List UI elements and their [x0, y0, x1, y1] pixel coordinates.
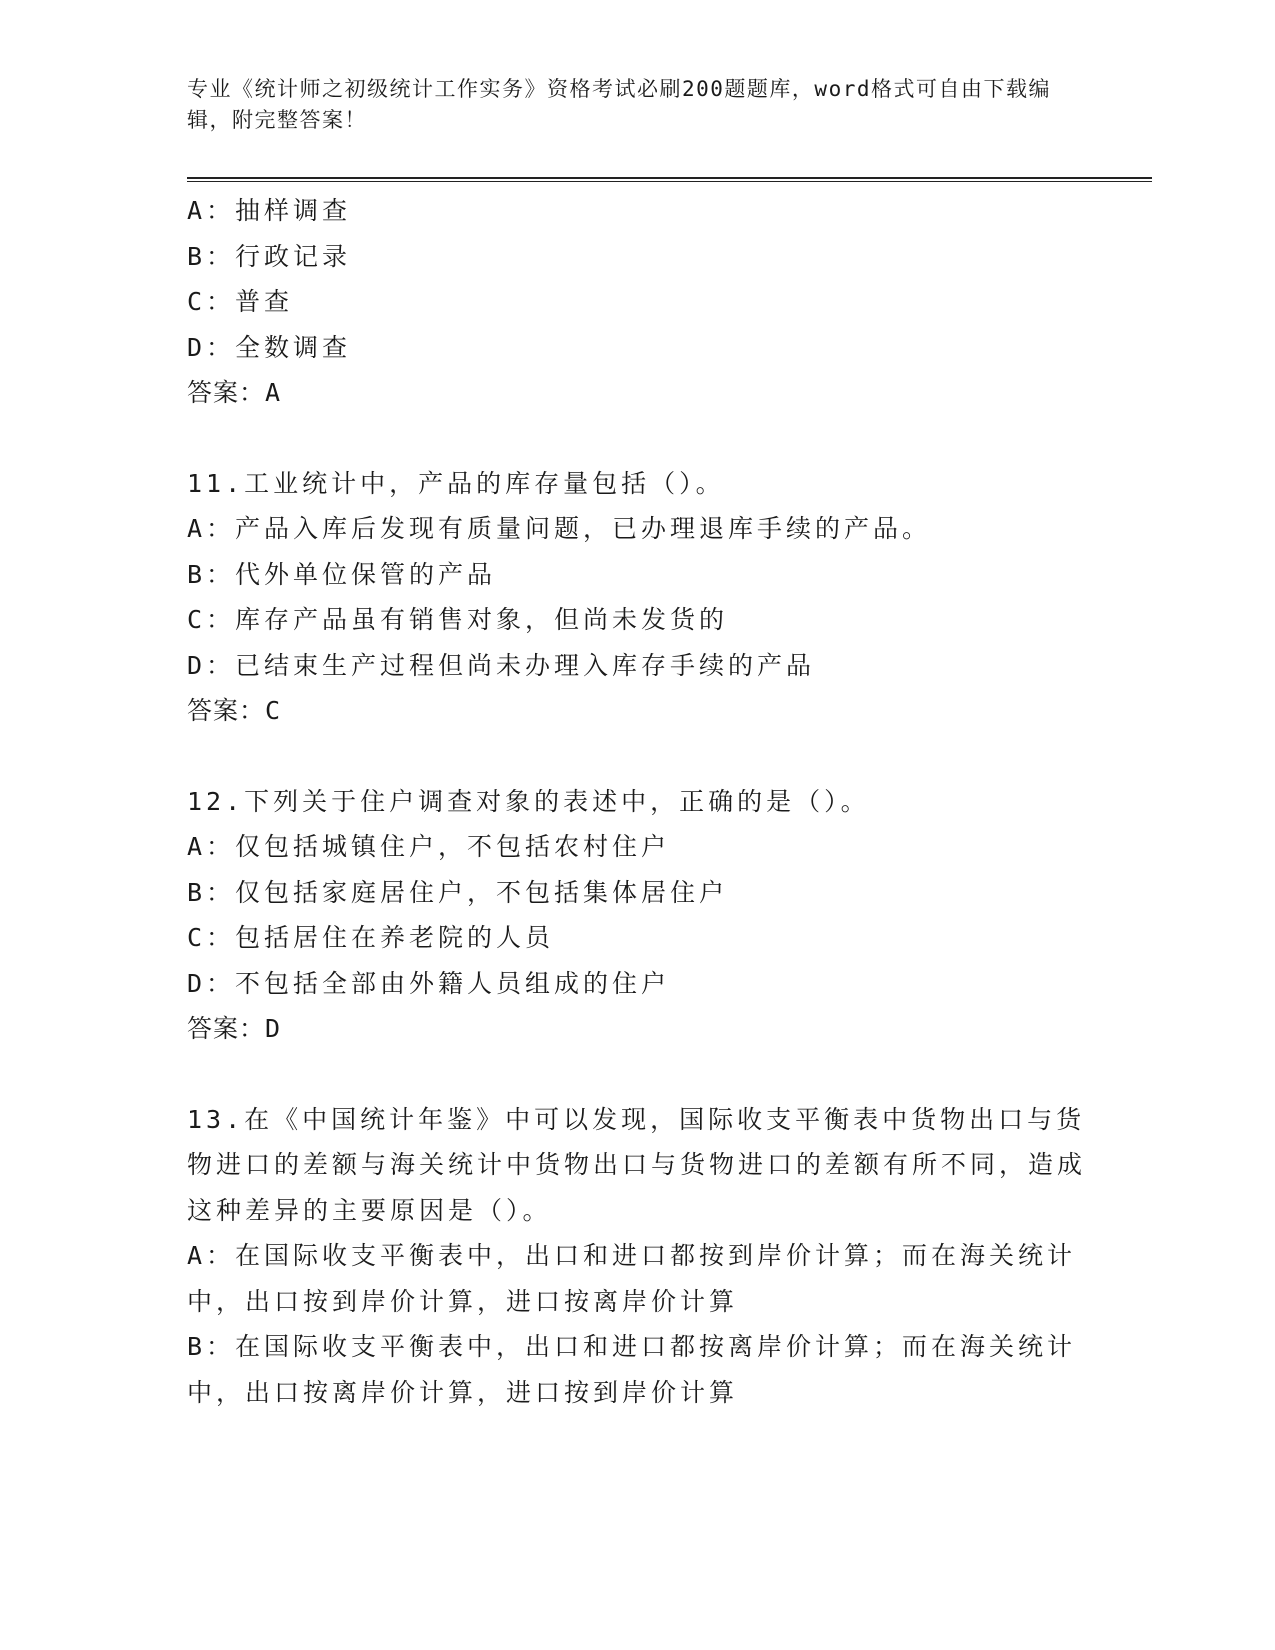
question-content: [187, 188, 1087, 1415]
option-d: D：不包括全部由外籍人员组成的住户: [187, 968, 671, 998]
option-a: A：抽样调查: [187, 196, 352, 225]
option-a: A：仅包括城镇住户，不包括农村住户: [187, 832, 671, 861]
spacer: [187, 416, 1087, 461]
question-13-block: [187, 1097, 1087, 1416]
option-c: C：库存产品虽有销售对象，但尚未发货的: [187, 605, 729, 634]
document-header: 专业《统计师之初级统计工作实务》资格考试必刷200题题库，word格式可自由下载编辑，附完整答案！: [187, 77, 1051, 132]
question-11-block: [187, 461, 1087, 734]
spacer: [187, 1052, 1087, 1097]
option-a: A：在国际收支平衡表中，出口和进口都按到岸价计算；而在海关统计中，出口按到岸价计算，进口按离岸价计算: [187, 1241, 1077, 1316]
answer-line: 答案：A: [187, 378, 282, 407]
option-a: A：产品入库后发现有质量问题，已办理退库手续的产品。: [187, 514, 932, 543]
option-d: D：全数调查: [187, 332, 352, 362]
spacer: [187, 734, 1087, 779]
option-c: C：包括居住在养老院的人员: [187, 923, 555, 952]
header-divider: [187, 177, 1152, 182]
answer-line: 答案：C: [187, 696, 282, 725]
option-b: B：在国际收支平衡表中，出口和进口都按离岸价计算；而在海关统计中，出口按离岸价计算，进口按到岸价计算: [187, 1332, 1077, 1407]
question-text: 11.工业统计中，产品的库存量包括（）。: [187, 468, 725, 498]
option-c: C：普查: [187, 287, 294, 316]
question-text: 13.在《中国统计年鉴》中可以发现，国际收支平衡表中货物出口与货物进口的差额与海关统计中货物出口与货物进口的差额有所不同，造成这种差异的主要原因是（）。: [187, 1104, 1087, 1225]
question-12-block: [187, 779, 1087, 1052]
option-b: B：代外单位保管的产品: [187, 559, 497, 589]
option-b: B：行政记录: [187, 241, 352, 271]
question-text: 12.下列关于住户调查对象的表述中，正确的是（）。: [187, 786, 870, 816]
question-10-block: [187, 188, 1087, 416]
option-d: D：已结束生产过程但尚未办理入库存手续的产品: [187, 650, 816, 680]
option-b: B：仅包括家庭居住户，不包括集体居住户: [187, 877, 729, 907]
answer-line: 答案：D: [187, 1014, 282, 1043]
